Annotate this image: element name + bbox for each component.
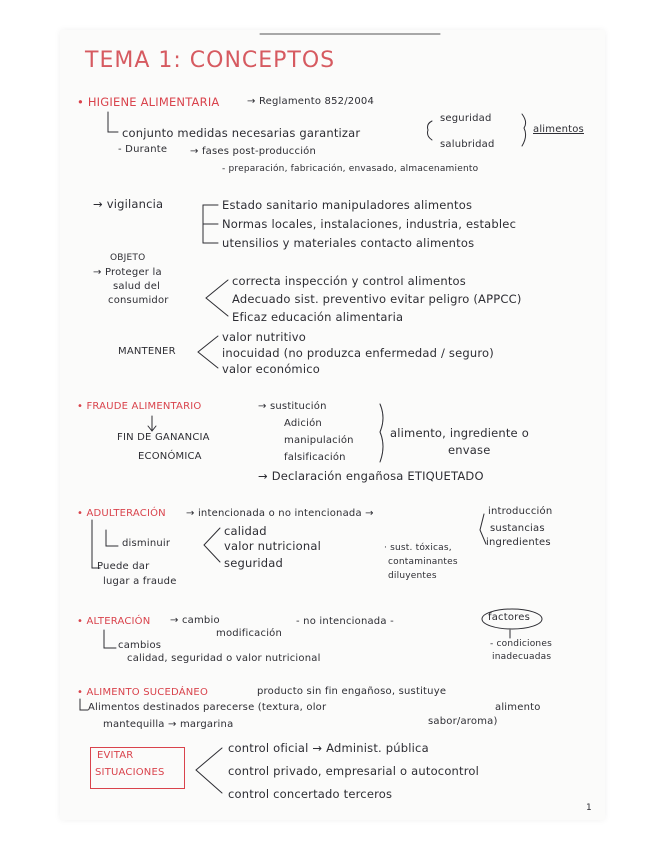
control-item: control privado, empresarial o autocontrol [228, 764, 480, 778]
reglamento-text: → Reglamento 852/2004 [247, 96, 375, 107]
destinados-text: Alimentos destinados parecerse (textura, olor [88, 702, 327, 713]
producto-text: producto sin fin engañoso, sustituye [257, 686, 447, 697]
mantener-item: valor económico [222, 362, 320, 376]
fraude-heading: • FRAUDE ALIMENTARIO [77, 401, 202, 412]
factores-text: factores [488, 612, 531, 623]
fraude-item: falsificación [284, 452, 346, 463]
puede-text: Puede dar [97, 561, 150, 572]
sust-text: contaminantes [388, 557, 458, 567]
proteger-line: salud del [113, 281, 161, 292]
sust-text: · sust. tóxicas, [384, 543, 452, 553]
introduccion-text: introducción [488, 506, 553, 517]
mantener-item: valor nutritivo [222, 330, 307, 344]
cambio-text: → cambio [170, 615, 220, 626]
evitar-label: EVITAR [97, 750, 134, 761]
control-item: control concertado terceros [228, 787, 393, 801]
control-item: control oficial → Administ. pública [228, 741, 429, 755]
vigilancia-item: Estado sanitario manipuladores alimentos [222, 198, 473, 212]
fraude-item: → sustitución [258, 401, 327, 412]
fraude-target: alimento, ingrediente o [390, 426, 529, 440]
intro-item: ingredientes [486, 537, 551, 548]
intencionada-text: → intencionada o no intencionada → [186, 508, 374, 519]
alteracion-heading: • ALTERACIÓN [77, 616, 151, 627]
page-title: TEMA 1: CONCEPTOS [85, 48, 336, 73]
fin-text: FIN DE GANANCIA [117, 432, 210, 443]
evitar-label: SITUACIONES [95, 767, 165, 778]
mantener-item: inocuidad (no produzca enfermedad / seguro) [222, 346, 494, 360]
objeto-label: OBJETO [110, 253, 146, 263]
calidad-text: calidad, seguridad o valor nutricional [127, 653, 321, 664]
condiciones-text: inadecuadas [492, 652, 552, 662]
proteger-line: → Proteger la [93, 267, 162, 278]
proteger-item: Eficaz educación alimentaria [232, 310, 404, 324]
disminuir-item: seguridad [224, 556, 284, 570]
page-number: 1 [586, 803, 592, 813]
modificacion-text: modificación [216, 628, 283, 639]
vigilancia-item: utensilios y materiales contacto alimentos [222, 236, 475, 250]
proteger-line: consumidor [108, 295, 169, 306]
sucedaneo-heading: • ALIMENTO SUCEDÁNEO [77, 687, 209, 698]
conjunto-text: conjunto medidas necesarias garantizar [122, 126, 361, 140]
disminuir-item: calidad [224, 524, 267, 538]
fraude-item: manipulación [284, 435, 354, 446]
salubridad-text: salubridad [440, 139, 495, 150]
mantener-label: MANTENER [118, 346, 176, 357]
puede-text: lugar a fraude [103, 576, 177, 587]
vigilancia-item: Normas locales, instalaciones, industria, establec [222, 217, 517, 231]
seguridad-text: seguridad [440, 113, 492, 124]
fraude-item: Adición [284, 418, 322, 429]
fases-list-text: - preparación, fabricación, envasado, almacenamiento [222, 164, 479, 174]
condiciones-text: - condiciones [490, 639, 552, 649]
fraude-envase: envase [448, 443, 491, 457]
higiene-heading: • HIGIENE ALIMENTARIA [77, 95, 220, 109]
no-intencionada-text: - no intencionada - [296, 616, 394, 627]
disminuir-text: disminuir [122, 538, 171, 549]
disminuir-item: valor nutricional [224, 539, 321, 553]
sust-text: diluyentes [388, 571, 437, 581]
vigilancia-text: → vigilancia [93, 197, 164, 211]
alimentos-text: alimentos [533, 124, 584, 135]
alimento-text: alimento [495, 702, 541, 713]
durante-text: - Durante [118, 144, 168, 155]
declaracion-text: → Declaración engañosa ETIQUETADO [258, 469, 484, 483]
proteger-item: correcta inspección y control alimentos [232, 274, 466, 288]
proteger-item: Adecuado sist. preventivo evitar peligro (APPCC) [232, 292, 522, 306]
intro-item: sustancias [490, 523, 545, 534]
fin-text: ECONÓMICA [138, 451, 202, 462]
adulteracion-heading: • ADULTERACIÓN [77, 508, 166, 519]
fases-text: → fases post-producción [190, 146, 317, 157]
cambios-text: cambios [118, 640, 162, 651]
ejemplo-text: mantequilla → margarina [103, 719, 234, 730]
sabor-text: sabor/aroma) [428, 716, 498, 727]
